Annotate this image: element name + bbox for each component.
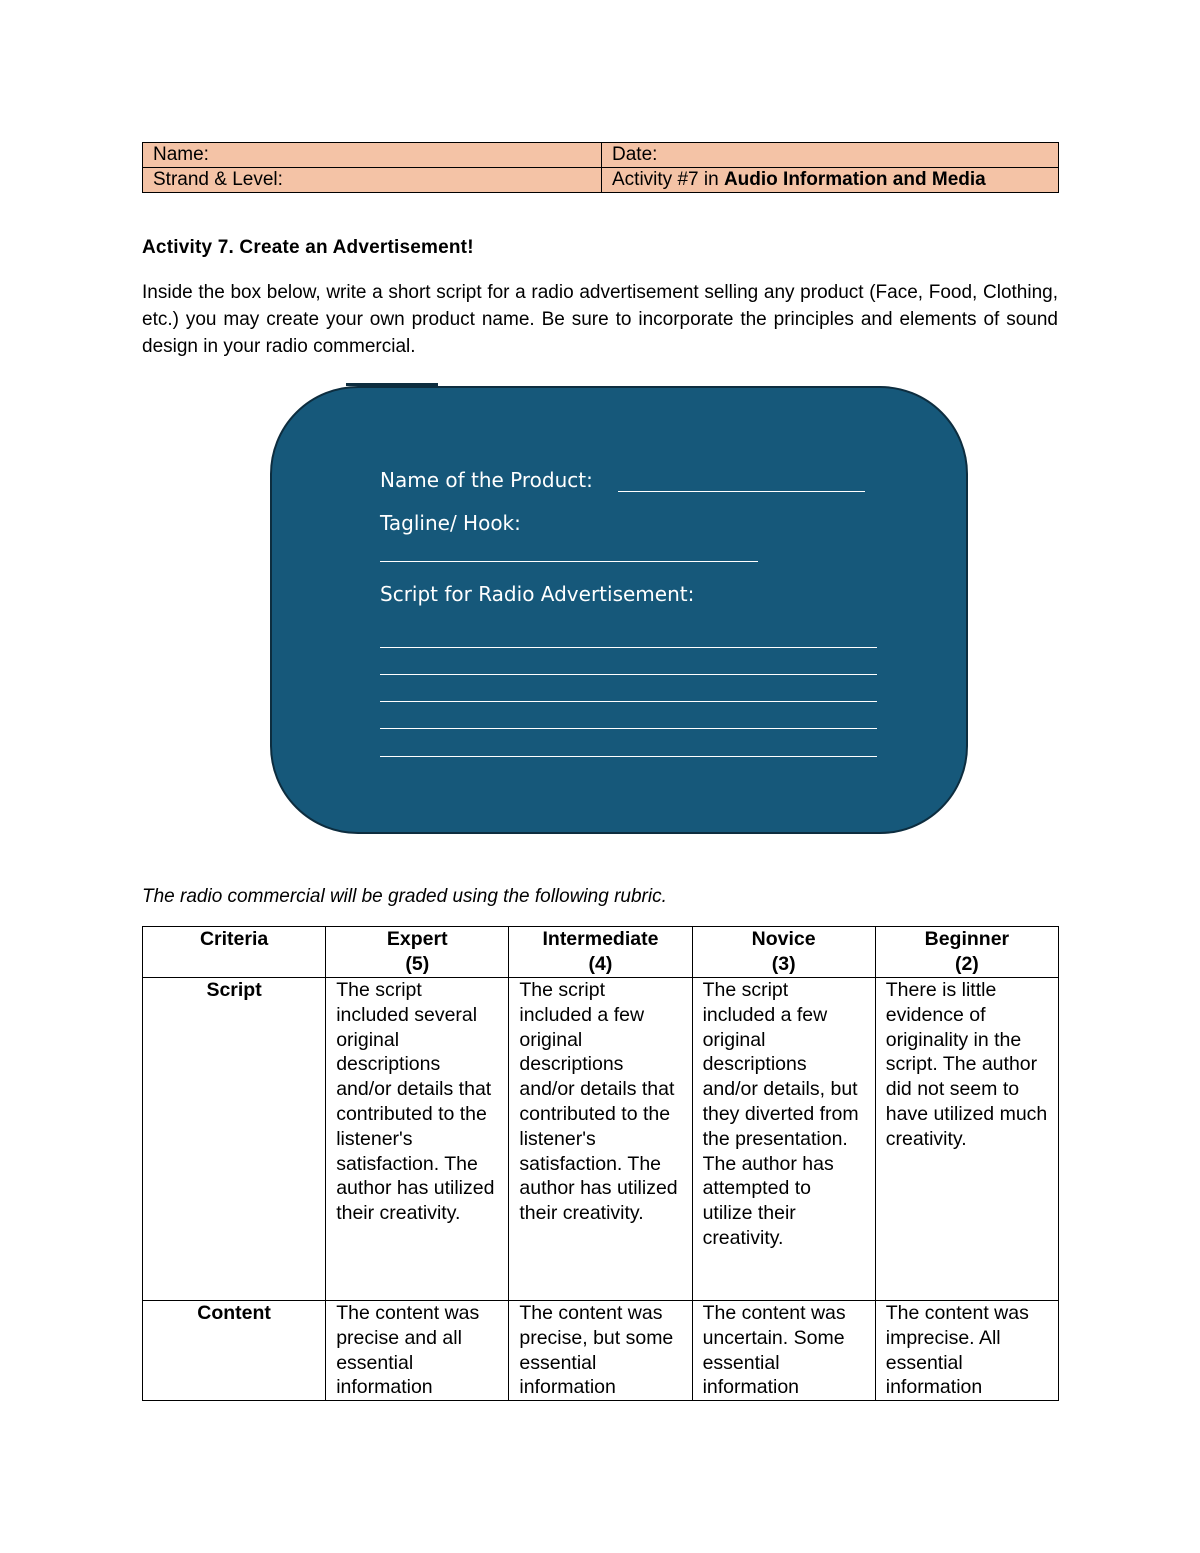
script-line[interactable] bbox=[380, 701, 877, 702]
product-name-line[interactable] bbox=[618, 491, 865, 492]
rubric-cell: The script included a few original descriptions and/or details that contributed to the listener's satisfaction. The author has utilized their creativity. bbox=[509, 978, 692, 1301]
rubric-cell: There is little evidence of originality in the script. The author did not seem to have utilized much creativity. bbox=[875, 978, 1058, 1301]
criteria-cell: Script bbox=[143, 978, 326, 1301]
name-label: Name: bbox=[153, 144, 209, 165]
rubric-header-row bbox=[143, 927, 1059, 978]
table-row bbox=[143, 1301, 1059, 1401]
rubric-cell: The content was imprecise. All essential information bbox=[875, 1301, 1058, 1401]
activity-prefix: Activity #7 in bbox=[612, 169, 724, 190]
table-row bbox=[143, 978, 1059, 1301]
rubric-header-intermediate: Intermediate (4) bbox=[509, 927, 692, 978]
script-line[interactable] bbox=[380, 756, 877, 757]
rubric-cell: The script included several original descriptions and/or details that contributed to the listener's satisfaction. The author has utilized their creativity. bbox=[326, 978, 509, 1301]
activity-instructions: Inside the box below, write a short script for a radio advertisement selling any product (Face, Food, Clothing, etc.) you may create your own product name. Be sure to incorporate the principles and elements of sound design in your radio commercial. bbox=[142, 282, 1058, 357]
rubric-header-expert: Expert (5) bbox=[326, 927, 509, 978]
script-line[interactable] bbox=[380, 728, 877, 729]
script-label: Script for Radio Advertisement: bbox=[380, 582, 695, 606]
rubric-header-criteria: Criteria bbox=[143, 927, 326, 978]
activity-field bbox=[602, 168, 1059, 193]
rubric-table bbox=[142, 926, 1059, 1401]
rubric-cell: The content was uncertain. Some essential information bbox=[692, 1301, 875, 1401]
rubric-cell: The script included a few original descriptions and/or details, but they diverted from the presentation. The author has attempted to utilize their creativity. bbox=[692, 978, 875, 1301]
student-info-table bbox=[142, 142, 1059, 193]
date-field[interactable] bbox=[602, 143, 1059, 168]
rubric-cell: The content was precise and all essential information bbox=[326, 1301, 509, 1401]
strand-label: Strand & Level: bbox=[153, 169, 283, 190]
activity-title: Activity 7. Create an Advertisement! bbox=[142, 237, 474, 258]
name-field[interactable] bbox=[143, 143, 602, 168]
date-label: Date: bbox=[612, 144, 658, 165]
advertisement-box bbox=[270, 386, 968, 834]
rubric-cell: The content was precise, but some essential information bbox=[509, 1301, 692, 1401]
rubric-header-novice: Novice (3) bbox=[692, 927, 875, 978]
product-name-label: Name of the Product: bbox=[380, 468, 593, 492]
tagline-label: Tagline/ Hook: bbox=[380, 511, 521, 535]
rubric-caption: The radio commercial will be graded using the following rubric. bbox=[142, 886, 667, 907]
rubric-header-beginner: Beginner (2) bbox=[875, 927, 1058, 978]
tagline-line[interactable] bbox=[380, 561, 758, 562]
criteria-cell: Content bbox=[143, 1301, 326, 1401]
script-line[interactable] bbox=[380, 647, 877, 648]
strand-field[interactable] bbox=[143, 168, 602, 193]
script-line[interactable] bbox=[380, 674, 877, 675]
activity-subject: Audio Information and Media bbox=[723, 169, 986, 190]
